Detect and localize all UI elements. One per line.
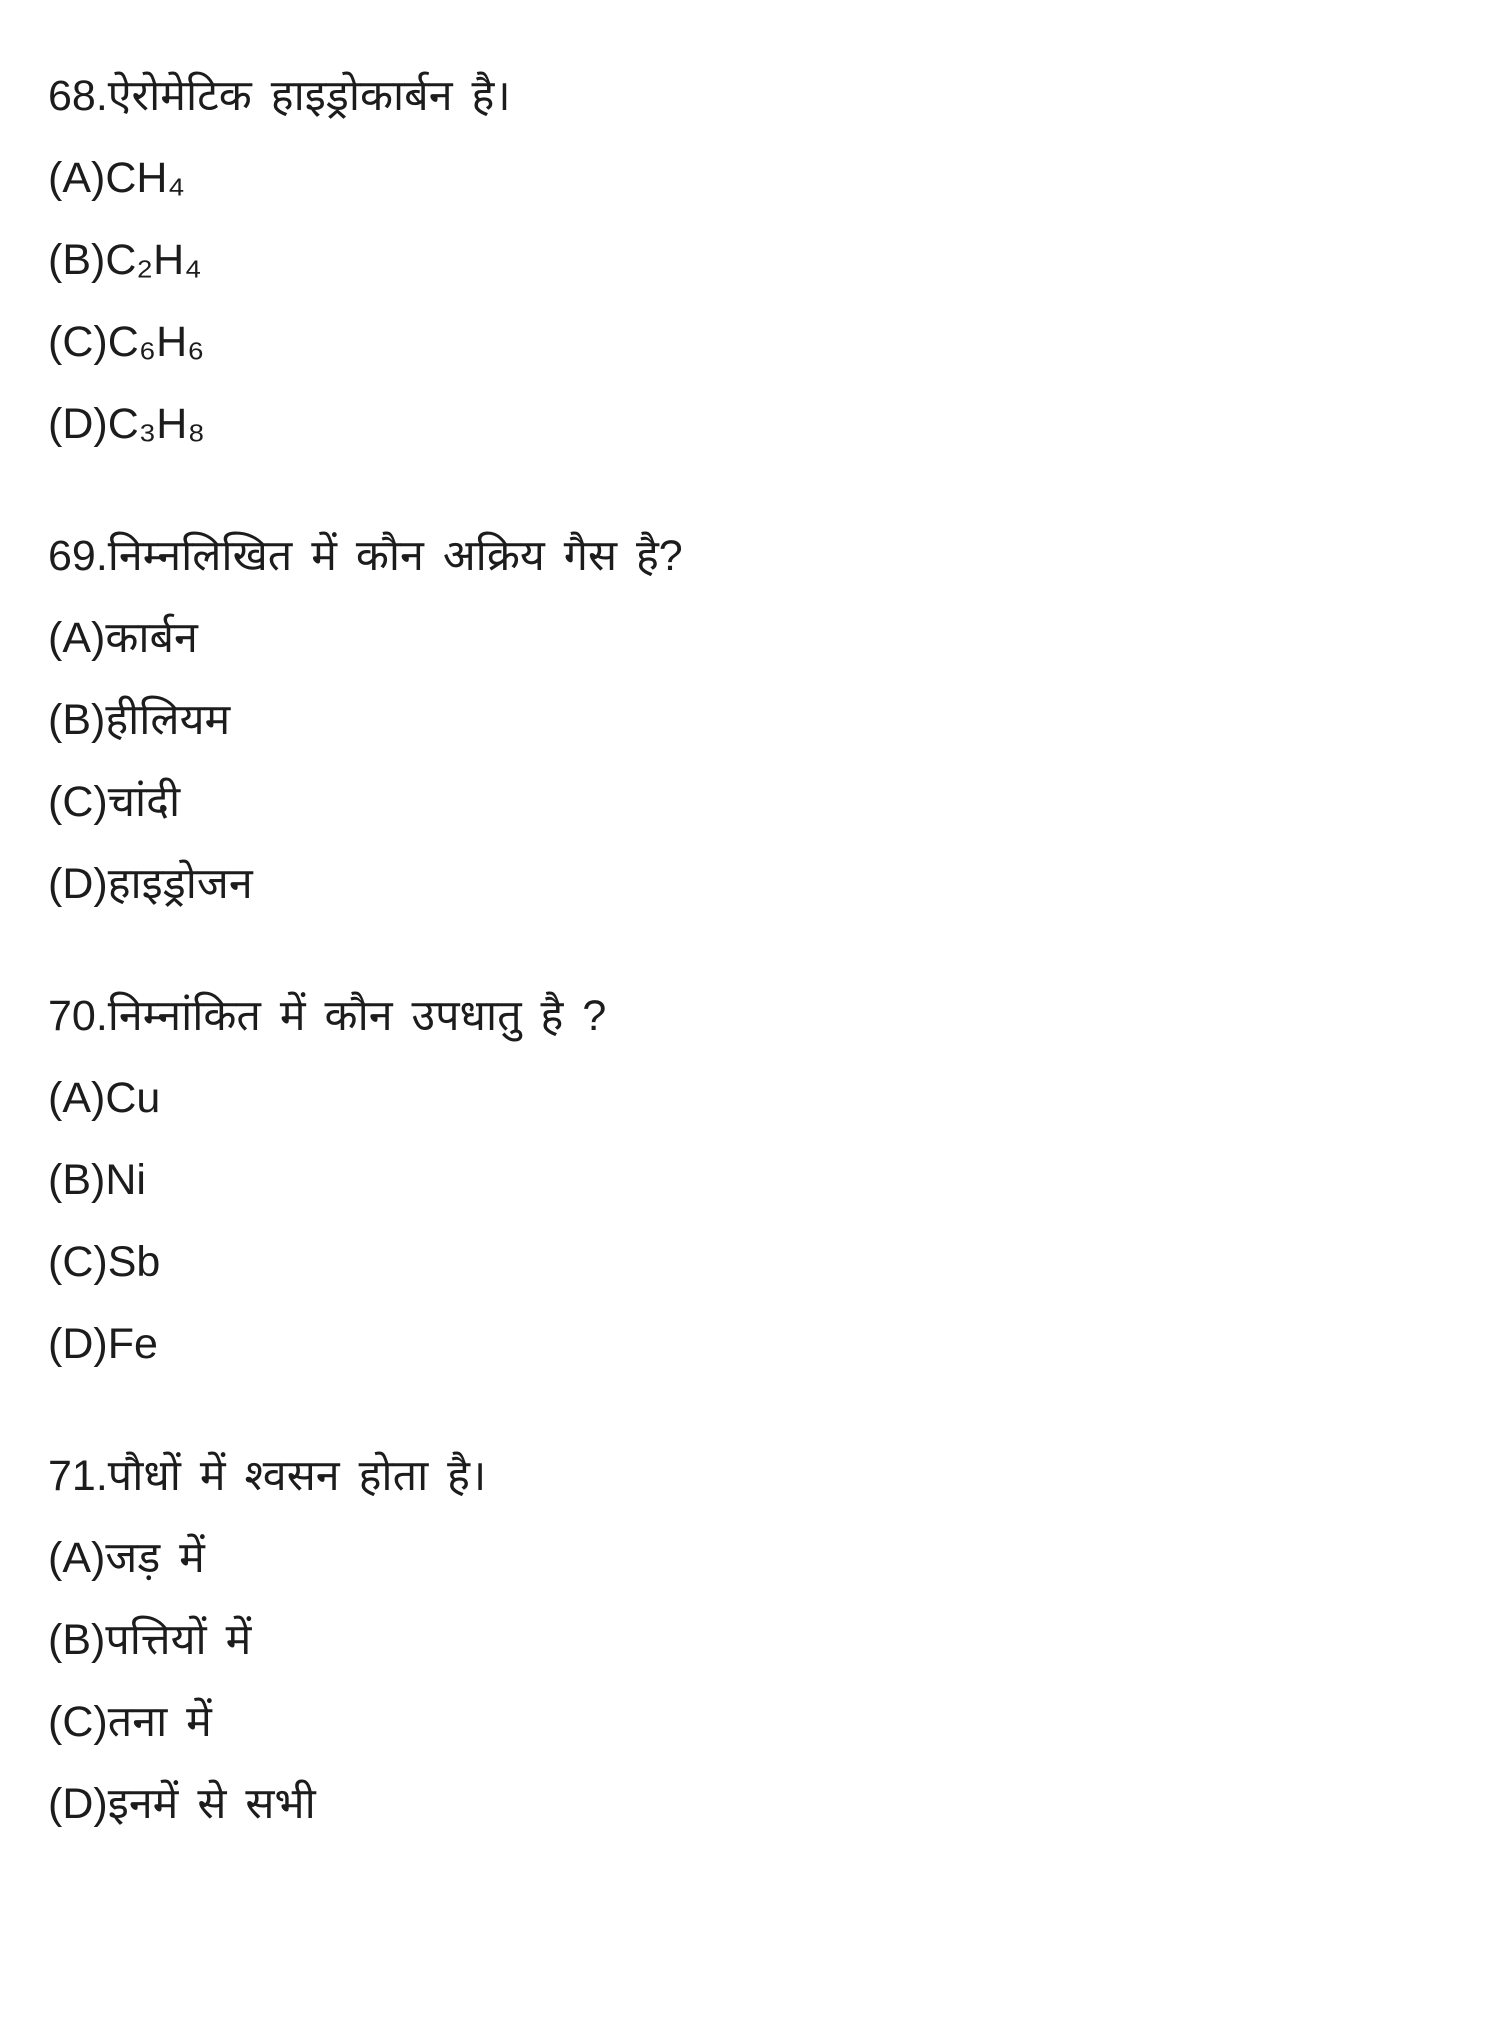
option-row bbox=[48, 610, 1465, 666]
question-block-69 bbox=[48, 528, 1465, 912]
option-text: Ni bbox=[105, 1156, 146, 1204]
option-letter: (B) bbox=[48, 1616, 106, 1664]
option-row bbox=[48, 150, 1465, 206]
option-letter: (D) bbox=[48, 1320, 108, 1368]
option-text: C₆H₆ bbox=[107, 318, 205, 366]
question-row bbox=[48, 1448, 1465, 1504]
option-letter: (B) bbox=[48, 236, 106, 284]
option-letter: (A) bbox=[48, 1074, 106, 1122]
question-number: 69. bbox=[48, 532, 108, 580]
question-row bbox=[48, 68, 1465, 124]
option-text: Cu bbox=[105, 1074, 161, 1122]
option-row bbox=[48, 1070, 1465, 1126]
option-text: तना में bbox=[107, 1698, 212, 1746]
question-number: 68. bbox=[48, 72, 108, 120]
option-text: हीलियम bbox=[105, 696, 231, 744]
question-text: पौधों में श्वसन होता है। bbox=[107, 1452, 487, 1500]
option-letter: (D) bbox=[48, 1780, 108, 1828]
option-letter: (B) bbox=[48, 1156, 106, 1204]
option-row bbox=[48, 1152, 1465, 1208]
option-text: हाइड्रोजन bbox=[107, 860, 253, 908]
option-text: C₂H₄ bbox=[105, 236, 202, 284]
option-row bbox=[48, 1694, 1465, 1750]
option-row bbox=[48, 1530, 1465, 1586]
option-text: जड़ में bbox=[105, 1534, 205, 1582]
option-letter: (C) bbox=[48, 318, 108, 366]
option-letter: (C) bbox=[48, 778, 108, 826]
option-row bbox=[48, 232, 1465, 288]
option-row bbox=[48, 856, 1465, 912]
option-text: Sb bbox=[107, 1238, 161, 1286]
option-letter: (D) bbox=[48, 400, 108, 448]
question-number: 71. bbox=[48, 1452, 108, 1500]
option-row bbox=[48, 1234, 1465, 1290]
option-text: चांदी bbox=[107, 778, 181, 826]
option-row bbox=[48, 396, 1465, 452]
option-letter: (D) bbox=[48, 860, 108, 908]
option-row bbox=[48, 1316, 1465, 1372]
option-letter: (C) bbox=[48, 1238, 108, 1286]
option-row bbox=[48, 1612, 1465, 1668]
option-text: C₃H₈ bbox=[107, 400, 206, 448]
question-text: निम्नांकित में कौन उपधातु है ? bbox=[107, 992, 607, 1040]
option-row bbox=[48, 692, 1465, 748]
question-block-70 bbox=[48, 988, 1465, 1372]
option-text: इनमें से सभी bbox=[107, 1780, 316, 1828]
question-row bbox=[48, 988, 1465, 1044]
question-number: 70. bbox=[48, 992, 108, 1040]
option-letter: (A) bbox=[48, 1534, 106, 1582]
question-row bbox=[48, 528, 1465, 584]
question-block-71 bbox=[48, 1448, 1465, 1832]
question-block-68 bbox=[48, 68, 1465, 452]
option-letter: (A) bbox=[48, 154, 106, 202]
question-text: निम्नलिखित में कौन अक्रिय गैस है? bbox=[107, 532, 683, 580]
option-letter: (B) bbox=[48, 696, 106, 744]
option-letter: (C) bbox=[48, 1698, 108, 1746]
question-text: ऐरोमेटिक हाइड्रोकार्बन है। bbox=[107, 72, 511, 120]
option-letter: (A) bbox=[48, 614, 106, 662]
option-row bbox=[48, 314, 1465, 370]
option-text: Fe bbox=[107, 1320, 158, 1368]
option-text: CH₄ bbox=[105, 154, 185, 202]
option-row bbox=[48, 1776, 1465, 1832]
option-row bbox=[48, 774, 1465, 830]
option-text: पत्तियों में bbox=[105, 1616, 252, 1664]
option-text: कार्बन bbox=[105, 614, 198, 662]
